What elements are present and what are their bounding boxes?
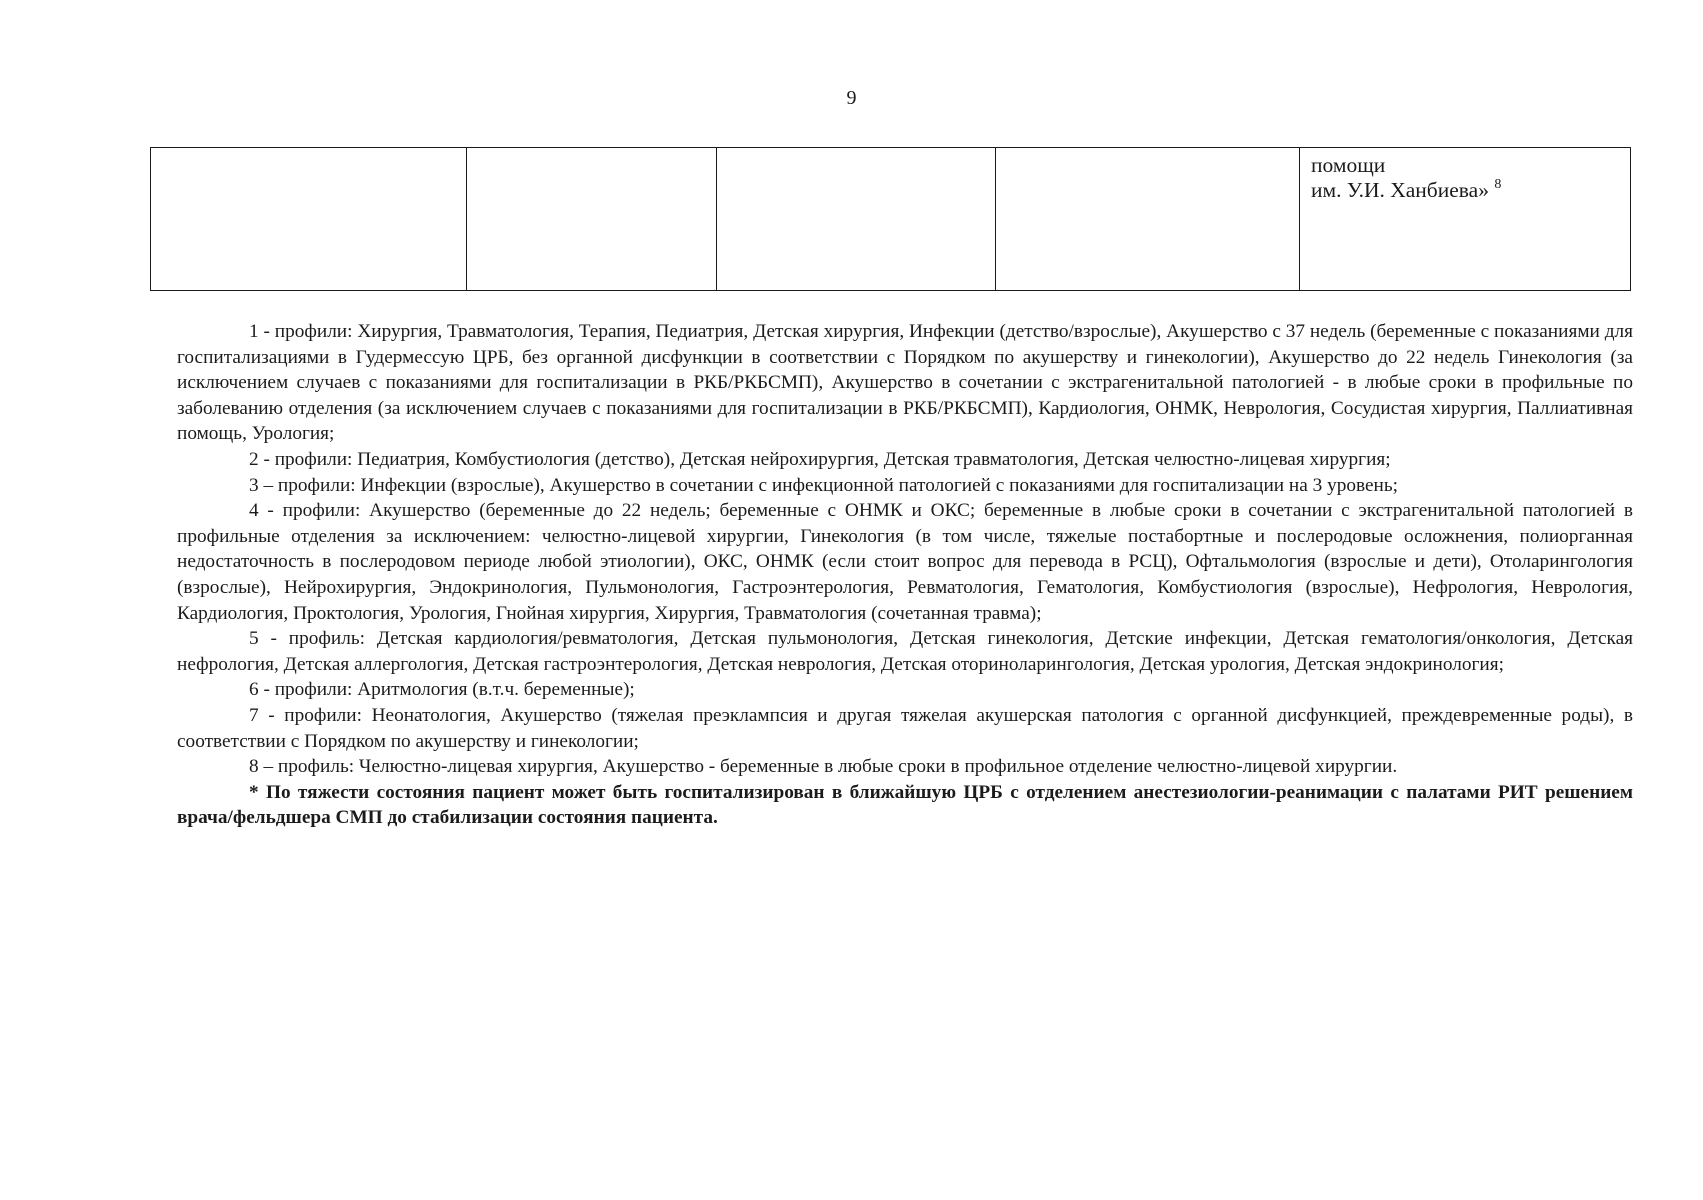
footnote-1: 1 - профили: Хирургия, Травматология, Терапия, Педиатрия, Детская хирургия, Инфекции (детство/взрослые), Акушерство с 37 недель (беременные с показаниями для госпитализациями в Гудермессую ЦРБ, без органной дисфункции в соответствии с Порядком по акушерству и гинекологии), Акушерство до 22 недель Гинекология (за исключением случаев с показаниями для госпитализации в РКБ/РКБСМП), Акушерство в сочетании с экстрагенитальной патологией - в любые сроки в профильные по заболеванию отделения (за исключением случаев с показаниями для госпитализации в РКБ/РКБСМП), Кардиология, ОНМК, Неврология, Сосудистая хирургия, Паллиативная помощь, Урология; (177, 321, 1633, 445)
table-cell-empty-4 (996, 148, 1300, 291)
footnote-4: 4 - профили: Акушерство (беременные до 22 недель; беременные с ОНМК и ОКС; беременные в любые сроки в сочетании с экстрагенитальной патологией в профильные отделения за исключением: челюстно-лицевой хирургии, Гинекология (в том числе, тяжелые постабортные и послеродовые осложнения, полиорганная недостаточность в послеродовом периоде любой этиологии), ОКС, ОНМК (если стоит вопрос для перевода в РСЦ), Офтальмология (взрослые и дети), Отоларингология (взрослые), Нейрохирургия, Эндокринология, Пульмонология, Гастроэнтерология, Ревматология, Гематология, Комбустиология (взрослые), Нефрология, Неврология, Кардиология, Проктология, Урология, Гнойная хирургия, Хирургия, Травматология (сочетанная травма); (177, 500, 1633, 624)
bold-note: * По тяжести состояния пациент может быть госпитализирован в ближайшую ЦРБ с отделением анестезиологии-реанимации с палатами РИТ решением врача/фельдшера СМП до стабилизации состояния пациента. (177, 781, 1633, 829)
table-cell-organization (1300, 148, 1631, 291)
organization-name: им. У.И. Ханбиева» (1311, 178, 1489, 202)
footnote-7: 7 - профили: Неонатология, Акушерство (тяжелая преэклампсия и другая тяжелая акушерская патология с органной дисфункцией, преждевременные роды), в соответствии с Порядком по акушерству и гинекологии; (177, 704, 1633, 752)
page-number: 9 (846, 87, 857, 109)
table-cell-empty-2 (467, 148, 717, 291)
table-cell-empty-1 (151, 148, 467, 291)
table-row (151, 148, 1631, 291)
footnote-ref: 8 (1494, 177, 1502, 192)
organization-line-2 (1311, 178, 1630, 203)
footnote-2: 2 - профили: Педиатрия, Комбустиология (детство), Детская нейрохирургия, Детская травматология, Детская челюстно-лицевая хирургия; (249, 448, 1391, 470)
footnote-5: 5 - профиль: Детская кардиология/ревматология, Детская пульмонология, Детская гинекология, Детские инфекции, Детская гематология/онкология, Детская нефрология, Детская аллергология, Детская гастроэнтерология, Детская неврология, Детская оториноларингология, Детская урология, Детская эндокринология; (177, 628, 1633, 675)
continuation-table (150, 147, 1631, 291)
table-cell-empty-3 (717, 148, 996, 291)
footnote-6: 6 - профили: Аритмология (в.т.ч. беременные); (249, 679, 635, 701)
footnotes (177, 319, 1633, 831)
footnote-8: 8 – профиль: Челюстно-лицевая хирургия, Акушерство - беременные в любые сроки в профильное отделение челюстно-лицевой хирургии. (249, 756, 1398, 778)
footnote-3: 3 – профили: Инфекции (взрослые), Акушерство в сочетании с инфекционной патологией с показаниями для госпитализации на 3 уровень; (249, 474, 1399, 496)
organization-line-1: помощи (1311, 153, 1386, 177)
